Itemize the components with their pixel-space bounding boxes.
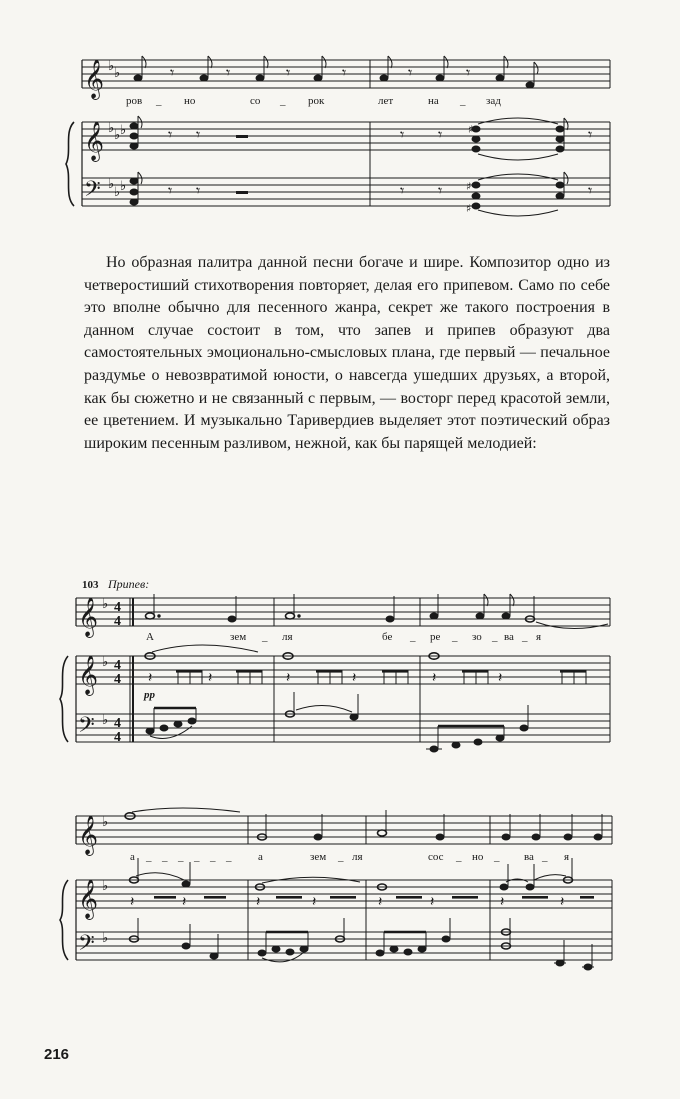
svg-text:4: 4	[114, 672, 121, 687]
lyrics-2	[146, 631, 541, 643]
svg-text:♭: ♭	[102, 713, 109, 728]
svg-text:𝄽: 𝄽	[560, 894, 565, 910]
music-excerpt-1	[0, 40, 680, 225]
score-system-3	[0, 800, 680, 980]
treble-clef-icon: 𝄞	[78, 879, 99, 919]
time-signature	[114, 600, 121, 745]
lyric: _	[492, 631, 498, 643]
svg-text:𝄽: 𝄽	[208, 670, 213, 686]
piano-bass-notes	[146, 692, 528, 752]
svg-text:𝄾: 𝄾	[196, 125, 201, 144]
lyric: ва	[524, 851, 534, 863]
svg-text:♭: ♭	[114, 66, 121, 81]
svg-text:𝄽: 𝄽	[182, 894, 187, 910]
lyrics-3	[130, 851, 569, 863]
vocal-notes	[125, 808, 602, 840]
svg-text:𝄾: 𝄾	[196, 181, 201, 200]
piano-treble-chords	[145, 645, 586, 686]
lyric: _	[280, 95, 286, 107]
svg-text:𝄾: 𝄾	[170, 63, 175, 82]
bar-number: 103	[82, 579, 99, 591]
lyric: а	[258, 851, 263, 863]
svg-text:𝄾: 𝄾	[286, 63, 291, 82]
lyric: но	[472, 851, 484, 863]
svg-text:4: 4	[114, 730, 121, 745]
svg-text:𝄽: 𝄽	[432, 670, 437, 686]
lyric: я	[564, 851, 570, 863]
piano-treble-staff	[82, 122, 610, 150]
lyric: сос	[428, 851, 444, 863]
svg-text:𝄽: 𝄽	[148, 670, 153, 686]
treble-clef-icon: 𝄞	[78, 655, 99, 695]
lyric: _	[178, 851, 184, 863]
svg-text:♭: ♭	[102, 655, 109, 670]
lyric: на	[428, 95, 439, 107]
svg-text:𝄽: 𝄽	[286, 670, 291, 686]
svg-text:♭: ♭	[102, 879, 109, 894]
lyric: _	[146, 851, 152, 863]
svg-text:♭: ♭	[120, 123, 127, 138]
lyrics-1	[126, 95, 501, 107]
svg-text:𝄽: 𝄽	[256, 894, 261, 910]
lyric: _	[226, 851, 232, 863]
svg-text:𝄽: 𝄽	[130, 894, 135, 910]
svg-text:♭: ♭	[120, 179, 127, 194]
lyric: зо	[472, 631, 482, 643]
svg-text:4: 4	[114, 614, 121, 629]
bass-clef-icon: 𝄢	[78, 931, 95, 961]
lyric: ля	[352, 851, 363, 863]
lyric: А	[146, 631, 154, 643]
vocal-notes	[146, 594, 609, 629]
svg-text:4: 4	[114, 658, 121, 673]
lyric: _	[162, 851, 168, 863]
piano-treble-staff	[76, 656, 610, 684]
svg-text:𝄾: 𝄾	[168, 181, 173, 200]
piano-bass-chords	[130, 172, 592, 216]
treble-clef-icon: 𝄞	[84, 59, 105, 99]
lyric: _	[456, 851, 462, 863]
svg-text:𝄾: 𝄾	[400, 181, 405, 200]
svg-text:♭: ♭	[108, 177, 115, 192]
lyric: _	[494, 851, 500, 863]
treble-clef-icon: 𝄞	[78, 815, 99, 855]
svg-text:𝄾: 𝄾	[438, 125, 443, 144]
music-excerpt-3	[0, 800, 680, 980]
lyric: зад	[486, 95, 501, 107]
svg-text:𝄽: 𝄽	[430, 894, 435, 910]
section-label: Припев:	[108, 577, 150, 591]
score-system-2	[0, 572, 680, 762]
lyric: _	[210, 851, 216, 863]
svg-text:𝄾: 𝄾	[588, 181, 593, 200]
lyric: _	[522, 631, 528, 643]
svg-text:𝄾: 𝄾	[168, 125, 173, 144]
vocal-notes	[134, 56, 538, 88]
piano-treble-chords	[130, 116, 592, 160]
svg-text:𝄾: 𝄾	[342, 63, 347, 82]
svg-text:𝄾: 𝄾	[226, 63, 231, 82]
svg-text:♭: ♭	[108, 121, 115, 136]
lyric: а	[130, 851, 135, 863]
svg-text:♭: ♭	[114, 185, 121, 200]
svg-text:♯: ♯	[466, 202, 472, 215]
svg-text:𝄽: 𝄽	[378, 894, 383, 910]
svg-text:4: 4	[114, 600, 121, 615]
svg-text:♭: ♭	[114, 128, 121, 143]
svg-text:♯: ♯	[468, 123, 474, 136]
svg-text:4: 4	[114, 716, 121, 731]
lyric: _	[338, 851, 344, 863]
lyric: я	[536, 631, 542, 643]
lyric: бе	[382, 631, 393, 643]
lyric: со	[250, 95, 261, 107]
vocal-staff	[76, 816, 612, 844]
lyric: _	[452, 631, 458, 643]
svg-text:𝄽: 𝄽	[498, 670, 503, 686]
treble-clef-icon: 𝄞	[78, 597, 99, 637]
svg-text:♭: ♭	[108, 59, 115, 74]
svg-text:♭: ♭	[102, 931, 109, 946]
svg-text:♭: ♭	[102, 597, 109, 612]
lyric: _	[194, 851, 200, 863]
bass-clef-icon: 𝄢	[84, 177, 101, 207]
lyric: _	[542, 851, 548, 863]
music-excerpt-2	[0, 572, 680, 762]
svg-text:♯: ♯	[466, 180, 472, 193]
lyric: ля	[282, 631, 293, 643]
piano-treble-chords	[130, 858, 595, 910]
piano-bass-notes	[130, 918, 595, 970]
score-system-1	[0, 40, 680, 225]
lyric: _	[410, 631, 416, 643]
paragraph: Но образная палитра данной песни богаче и шире. Композитор одно из четверостиший стихотворения повторяет, делая его припевом. Само по себе это вполне обычно для песенного жанра, секрет же такого построения в данном случае состоит в том, что запев и припев образуют два самостоятельных эмоционально-смысловых плана, где первый — печальное раздумье о невозвратимой юности, о навсегда ушедших друзьях, а второй, как бы сюжетно и не связанный с первым, — восторг перед красотой земли, ее цветением. И музыкально Таривердиев выделяет этот поэтический образ широким песенным разливом, нежной, как бы парящей мелодией:	[84, 254, 610, 452]
lyric: но	[184, 95, 196, 107]
dynamic-marking: pp	[144, 689, 155, 701]
svg-text:𝄾: 𝄾	[466, 63, 471, 82]
svg-text:𝄾: 𝄾	[588, 125, 593, 144]
svg-text:𝄾: 𝄾	[408, 63, 413, 82]
page-number: 216	[44, 1046, 70, 1063]
svg-text:♭: ♭	[102, 815, 109, 830]
lyric: ров	[126, 95, 143, 107]
svg-text:𝄽: 𝄽	[352, 670, 357, 686]
lyric: _	[460, 95, 466, 107]
body-text	[84, 252, 610, 455]
lyric: _	[156, 95, 162, 107]
bass-clef-icon: 𝄢	[78, 713, 95, 743]
svg-text:𝄾: 𝄾	[438, 181, 443, 200]
svg-text:𝄾: 𝄾	[400, 125, 405, 144]
lyric: ре	[430, 631, 441, 643]
lyric: лет	[378, 95, 394, 107]
lyric: зем	[310, 851, 327, 863]
lyric: рок	[308, 95, 325, 107]
lyric: ва	[504, 631, 514, 643]
treble-clef-icon: 𝄞	[84, 121, 105, 161]
piano-bass-staff	[82, 178, 610, 206]
lyric: _	[262, 631, 268, 643]
lyric: зем	[230, 631, 247, 643]
svg-text:𝄽: 𝄽	[312, 894, 317, 910]
svg-text:𝄽: 𝄽	[500, 894, 505, 910]
